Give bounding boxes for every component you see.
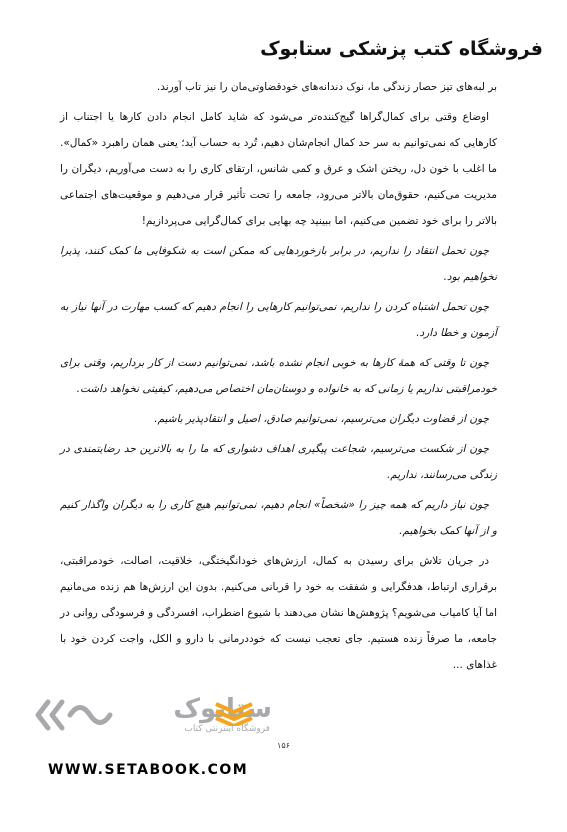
website-link[interactable]: WWW.SETABOOK.COM [48,762,249,778]
logo-subtitle: فروشگاه اینترنتی کتاب [184,724,270,734]
paragraph-delegation: چون نیاز داریم که همه چیز را «شخصاً» انجام دهیم، نمی‌توانیم هیچ کاری را به دیگران واگذار کنیم و از آنها کمک بخواهیم. [60,499,497,537]
store-title: فروشگاه کتب پزشکی ستابوک [260,38,543,60]
setabook-logo-mark-icon [30,690,150,740]
page-number: ۱۵۶ [277,741,290,750]
setabook-logo [30,690,280,745]
paragraph-values: در جریان تلاش برای رسیدن به کمال، ارزش‌های خودانگیختگی، خلاقیت، اصالت، خودمراقبتی، برقراری ارتباط، هدفگرایی و شفقت به خود را قربانی می‌کنیم. بدون این ارزش‌ها هم زنده می‌مانیم اما آیا کامیاب می‌شویم؟ پژوهش‌ها نشان می‌دهند با شیوع اضطراب، افسردگی و فرسودگی روانی در جامعه، ما صرفاً زنده هستیم. جای تعجب نیست که خوددرمانی با دارو و الکل، واجت کردن خود با غذاهای ... [60,555,497,671]
paragraph-intro: بر لبه‌های تیز حصار زندگی ما، نوک دندانه‌های خودقضاوتی‌مان را نیز تاب آورند. [156,81,497,93]
paragraph-judgement: چون از قضاوت دیگران می‌ترسیم، نمی‌توانیم صادق، اصیل و انتقادپذیر باشیم. [154,413,489,425]
body-text [60,74,497,682]
paragraph-perfectionism: اوضاع وقتی برای کمال‌گراها گیج‌کننده‌تر می‌شود که شاید کامل انجام دادن کارها یا اجتناب از کارهایی که نمی‌توانیم به سر حد کمال انجام‌شان دهیم، تُرد به حساب آید؛ یعنی همان راهبرد «کمال». ما اغلب با خون دل، ریختن اشک و عرق و کمی شانس، ارتقای کاری را به دست می‌آوریم، دیگران را مدیریت می‌کنیم، حقوق‌مان بالاتر می‌رود، جامعه را تحت تأثیر قرار می‌دهیم و موقعیت‌های اجتماعی بالاتر را برای خود تضمین می‌کنیم، اما ببینید چه بهایی برای کمال‌گرایی می‌پردازیم! [60,111,497,227]
paragraph-criticism: چون تحمل انتقاد را نداریم، در برابر بازخوردهایی که ممکن است به شکوفایی ما کمک کنند، پذیرا نخواهیم بود. [60,245,497,283]
logo-wordmark: ستابوک [173,694,272,724]
paragraph-failure: چون از شکست می‌ترسیم، شجاعت پیگیری اهداف دشواری که ما را به بالاترین حد رضایتمندی در زندگی می‌رسانند، نداریم. [60,443,497,481]
paragraph-mistakes: چون تحمل اشتباه کردن را نداریم، نمی‌توانیم کارهایی را انجام دهیم که کسب مهارت در آنها نیاز به آزمون و خطا دارد. [60,301,497,339]
book-stack-icon [212,696,256,726]
paragraph-selfcare: چون تا وقتی که همهٔ کارها به خوبی انجام نشده باشد، نمی‌توانیم دست از کار برداریم، وقتی برای خودمراقبتی نداریم یا زمانی که به خانواده و دوستان‌مان اختصاص می‌دهیم، کیفیتی نخواهد داشت. [60,357,497,395]
